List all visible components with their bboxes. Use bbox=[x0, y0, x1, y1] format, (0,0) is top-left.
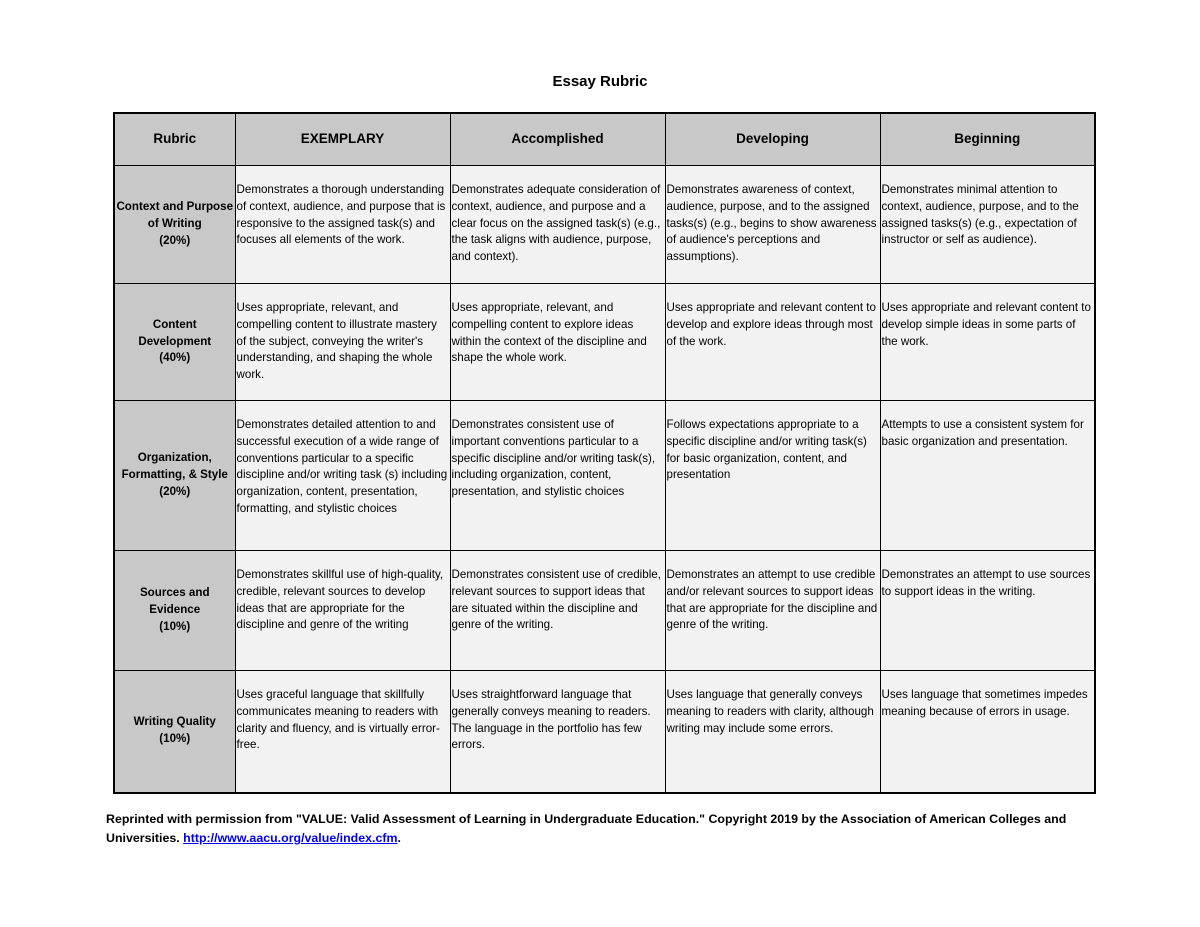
document-title: Essay Rubric bbox=[552, 73, 648, 90]
descriptor-cell-developing bbox=[665, 166, 880, 284]
criterion-name: Organization, Formatting, & Style bbox=[121, 451, 228, 482]
descriptor-cell-exemplary bbox=[235, 401, 450, 551]
header-row bbox=[114, 113, 1095, 166]
descriptor-cell-accomplished bbox=[450, 284, 665, 401]
descriptor-text: Follows expectations appropriate to a specific discipline and/or writing task(s) for basic organization, content, and presentation bbox=[666, 418, 867, 482]
descriptor-text: Demonstrates an attempt to use sources to support ideas in the writing. bbox=[881, 568, 1091, 598]
criterion-weight: (10%) bbox=[159, 619, 191, 633]
descriptor-text: Uses appropriate and relevant content to develop and explore ideas through most of the work. bbox=[666, 301, 876, 348]
descriptor-cell-developing bbox=[665, 671, 880, 793]
descriptor-text: Uses appropriate, relevant, and compelling content to explore ideas within the context of the discipline and shape the whole work. bbox=[451, 301, 647, 365]
criterion-cell bbox=[114, 671, 235, 793]
descriptor-text: Demonstrates skillful use of high-quality, credible, relevant sources to develop ideas that are appropriate for the discipline and genre of the writing bbox=[236, 568, 444, 632]
descriptor-cell-exemplary bbox=[235, 284, 450, 401]
descriptor-text: Uses language that sometimes impedes meaning because of errors in usage. bbox=[881, 688, 1088, 718]
descriptor-cell-developing bbox=[665, 551, 880, 671]
criterion-cell bbox=[114, 166, 235, 284]
descriptor-cell-accomplished bbox=[450, 166, 665, 284]
descriptor-text: Uses language that generally conveys meaning to readers with clarity, although writing may include some errors. bbox=[666, 688, 874, 735]
descriptor-text: Uses graceful language that skillfully communicates meaning to readers with clarity and fluency, and is virtually error- free. bbox=[236, 688, 440, 752]
descriptor-text: Uses appropriate and relevant content to develop simple ideas in some parts of the work. bbox=[881, 301, 1091, 348]
descriptor-cell-exemplary bbox=[235, 551, 450, 671]
descriptor-cell-accomplished bbox=[450, 401, 665, 551]
rubric-table bbox=[113, 112, 1096, 794]
descriptor-text: Uses straightforward language that generally conveys meaning to readers. The language in the portfolio has few errors. bbox=[451, 688, 651, 752]
row-content-development bbox=[114, 284, 1095, 401]
criterion-weight: (40%) bbox=[159, 351, 191, 365]
criterion-weight: (20%) bbox=[159, 484, 191, 498]
descriptor-cell-exemplary bbox=[235, 166, 450, 284]
descriptor-text: Uses appropriate, relevant, and compelling content to illustrate mastery of the subject, conveying the writer's understanding, and shaping the whole work. bbox=[236, 301, 437, 382]
row-sources-evidence bbox=[114, 551, 1095, 671]
descriptor-text: Demonstrates an attempt to use credible and/or relevant sources to support ideas that are appropriate for the discipline and genre of the writing. bbox=[666, 568, 878, 632]
descriptor-text: Demonstrates minimal attention to context, audience, purpose, and to the assigned tasks(s) (e.g., expectation of instructor or self as audience). bbox=[881, 183, 1079, 247]
descriptor-text: Demonstrates consistent use of important conventions particular to a specific discipline and/or writing task(s), including organization, content, presentation, and stylistic choices bbox=[451, 418, 656, 499]
permission-note bbox=[106, 810, 1086, 848]
criterion-name: Writing Quality bbox=[133, 715, 216, 729]
descriptor-cell-developing bbox=[665, 401, 880, 551]
descriptor-cell-beginning bbox=[880, 166, 1095, 284]
descriptor-text: Demonstrates detailed attention to and successful execution of a wide range of conventions particular to a specific discipline and/or writing task (s) including organization, content, presentation, formatting, and stylistic choices bbox=[236, 418, 448, 515]
permission-text: Reprinted with permission from "VALUE: Valid Assessment of Learning in Undergraduate Education." Copyright 2019 by the Association of American Colleges and Universities. bbox=[106, 812, 1067, 845]
descriptor-text: Demonstrates awareness of context, audience, purpose, and to the assigned tasks(s) (e.g., begins to show awareness of audience's perceptions and assumptions). bbox=[666, 183, 877, 264]
criterion-weight: (10%) bbox=[159, 732, 191, 746]
criterion-name: Context and Purpose of Writing bbox=[116, 200, 234, 231]
header-developing: Developing bbox=[665, 113, 880, 166]
descriptor-text: Demonstrates adequate consideration of context, audience, and purpose and a clear focus on the assigned task(s) (e.g., the task aligns with audience, purpose, and context). bbox=[451, 183, 661, 264]
descriptor-cell-beginning bbox=[880, 284, 1095, 401]
descriptor-text: Attempts to use a consistent system for basic organization and presentation. bbox=[881, 418, 1084, 448]
permission-trailing: . bbox=[397, 831, 401, 845]
descriptor-cell-accomplished bbox=[450, 551, 665, 671]
header-accomplished: Accomplished bbox=[450, 113, 665, 166]
descriptor-cell-developing bbox=[665, 284, 880, 401]
descriptor-cell-beginning bbox=[880, 671, 1095, 793]
descriptor-text: Demonstrates a thorough understanding of context, audience, and purpose that is responsive to the assigned task(s) and focuses all elements of the work. bbox=[236, 183, 446, 247]
descriptor-cell-beginning bbox=[880, 551, 1095, 671]
criterion-cell bbox=[114, 401, 235, 551]
header-exemplary: EXEMPLARY bbox=[235, 113, 450, 166]
source-link[interactable]: http://www.aacu.org/value/index.cfm bbox=[183, 831, 398, 845]
criterion-name: Sources and Evidence bbox=[139, 586, 210, 617]
header-rubric: Rubric bbox=[114, 113, 235, 166]
row-context-purpose bbox=[114, 166, 1095, 284]
row-writing-quality bbox=[114, 671, 1095, 793]
criterion-cell bbox=[114, 284, 235, 401]
criterion-cell bbox=[114, 551, 235, 671]
criterion-weight: (20%) bbox=[159, 233, 191, 247]
row-organization-style bbox=[114, 401, 1095, 551]
criterion-name: Content Development bbox=[138, 317, 212, 348]
descriptor-cell-exemplary bbox=[235, 671, 450, 793]
descriptor-cell-accomplished bbox=[450, 671, 665, 793]
header-beginning: Beginning bbox=[880, 113, 1095, 166]
descriptor-text: Demonstrates consistent use of credible, relevant sources to support ideas that are situated within the discipline and genre of the writing. bbox=[451, 568, 661, 632]
descriptor-cell-beginning bbox=[880, 401, 1095, 551]
